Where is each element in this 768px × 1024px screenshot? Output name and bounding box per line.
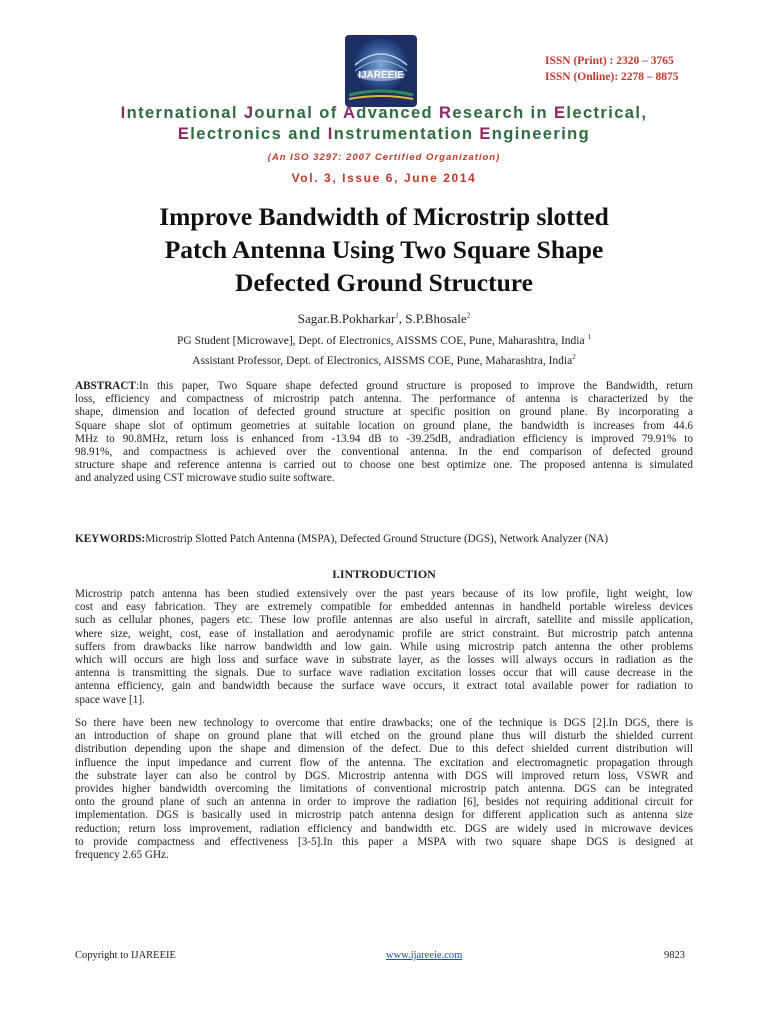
page-number: 9823	[664, 950, 685, 961]
abstract-line: 98.91%, and compactness is achieved over the conventional antenna. In the end comparison of defected ground	[75, 446, 693, 459]
keywords-line	[75, 533, 693, 546]
author-list	[40, 311, 728, 327]
abstract-line: and analyzed using CST microwave studio suite software.	[75, 472, 335, 485]
issn-block	[545, 53, 679, 85]
abstract-line: structure shape and reference antenna is carried out to choose one best optimize one. The proposed antenna is simulated	[75, 459, 693, 472]
paragraph-line: suffers from drawbacks like narrow bandwidth and low gain. While using microstrip patch antenna the other problems	[75, 640, 693, 653]
author-affiliation-mark: 1	[395, 311, 399, 320]
paragraph-line: such as cellular phones, pagers etc. These low profile antennas are also useful in aircraft, satellite and missile application,	[75, 614, 693, 627]
affiliation-text: Assistant Professor, Dept. of Electronics, AISSMS COE, Pune, Maharashtra, India	[192, 355, 573, 367]
abstract-text: :In this paper, Two Square shape defected ground structure is proposed to improve the Bandwidth, return	[135, 380, 693, 392]
paragraph-line: to provide compactness and effectiveness [3-5].In this paper a MSPA with two square shape DGS is designed at	[75, 835, 693, 848]
abstract	[75, 380, 693, 486]
paragraph-line: distribution depending upon the shape and dimension of the defect. Due to this defect shielded current distribution will	[75, 743, 693, 756]
volume-issue: Vol. 3, Issue 6, June 2014	[291, 171, 477, 185]
paragraph-line: Microstrip patch antenna has been studied extensively over the past years because of its low profile, light weight, low	[75, 588, 693, 600]
paragraph-line: where size, weight, cost, ease of installation and aerodynamic profile are strict constraint. But microstrip patch antenna	[75, 627, 693, 640]
affiliation	[40, 355, 728, 367]
paragraph-line: influence the input impedance and current flow of the antenna. The excitation and electromagnetic propagation through	[75, 756, 693, 769]
keywords	[75, 533, 693, 546]
issn-print: ISSN (Print) : 2320 – 3765	[545, 55, 674, 67]
abstract-line	[75, 380, 693, 393]
journal-title-line1: International Journal of Advanced Research in Electrical,	[120, 104, 648, 122]
author-affiliation-mark: 2	[466, 311, 471, 320]
issn-online: ISSN (Online): 2278 – 8875	[545, 71, 679, 83]
paragraph-line: cost and easy fabrication. They are extremely compatible for embedded antennas in handheld portable wireless devices	[75, 601, 693, 614]
author-name: S.P.Bhosale	[405, 311, 467, 326]
journal-title	[40, 103, 728, 145]
journal-title-line2: Electronics and Instrumentation Engineering	[177, 125, 591, 143]
svg-text:IJAREEIE: IJAREEIE	[358, 70, 404, 81]
certification-note: (An ISO 3297: 2007 Certified Organization)	[267, 152, 501, 163]
footer-website-link[interactable]: www.ijareeie.com	[386, 950, 463, 961]
paragraph-line: onto the ground plane of such an antenna in order to improve the radiation [6], besides not requiring additional circuit for	[75, 796, 693, 809]
paragraph-line: antenna efficiency, gain and bandwidth because the surface wave occurs, it extract total available power for radiation to	[75, 680, 693, 693]
section-heading: I.INTRODUCTION	[332, 567, 436, 581]
affiliation-text: PG Student [Microwave], Dept. of Electronics, AISSMS COE, Pune, Maharashtra, India	[177, 335, 588, 347]
keywords-text: Microstrip Slotted Patch Antenna (MSPA), Defected Ground Structure (DGS), Network Analyzer (NA)	[145, 533, 609, 545]
affiliation	[40, 335, 728, 347]
paper-title-line: Improve Bandwidth of Microstrip slotted	[159, 202, 609, 231]
abstract-label: ABSTRACT	[75, 380, 136, 392]
paragraph-line: space wave [1].	[75, 693, 145, 706]
paragraph-line: an introduction of shape on ground plane that will etched on the ground plane thus will disturb the shielded current	[75, 730, 693, 743]
author-separator: ,	[398, 311, 406, 326]
keywords-label: KEYWORDS:	[75, 533, 146, 545]
affiliation-mark: 2	[572, 353, 576, 362]
paper-title	[60, 200, 708, 299]
abstract-line: Square shape slot of optimum geometries at suitable location on ground plane, the bandwidth is increases from 44.6	[75, 419, 693, 432]
paragraph-line: the substrate layer can also be control by DGS. Microstrip antenna with DGS will improved return loss, VSWR and	[75, 769, 693, 782]
paragraph-line: frequency 2.65 GHz.	[75, 849, 169, 862]
abstract-line: loss, efficiency and compactness of microstrip patch antenna. The performance of antenna is characterized by the	[75, 393, 693, 406]
paragraph-line: provides higher bandwidth overcoming the limitations of conventional microstrip patch antenna. DGS can be integrated	[75, 783, 693, 796]
paragraph-line: reduction; return loss improvement, radiation efficiency and bandwidth etc. DGS are widely used in microwave devices	[75, 822, 693, 835]
journal-logo	[345, 35, 417, 107]
abstract-line: MHz to 90.8MHz, return loss is enhanced from -13.94 dB to -39.25dB, andradiation efficiency is improved 79.91% to	[75, 432, 693, 445]
footer-copyright: Copyright to IJAREEIE	[75, 950, 176, 961]
abstract-line: shape, dimension and location of defected ground structure at specific position on ground plane. By incorporating a	[75, 406, 693, 419]
paragraph-line: So there have been new technology to overcome that entire drawbacks; one of the technique is DGS [2].In DGS, there is	[75, 717, 693, 729]
intro-paragraph	[75, 588, 693, 707]
paragraph-line: antenna is transmitting the signals. Due to surface wave radiation excitation losses occur that will cause decrease in the	[75, 667, 693, 680]
paper-title-line: Defected Ground Structure	[235, 268, 533, 297]
affiliation-mark: 1	[587, 333, 591, 342]
intro-paragraph	[75, 717, 693, 862]
paper-title-line: Patch Antenna Using Two Square Shape	[164, 235, 604, 264]
paragraph-line: implementation. DGS is basically used in microstrip patch antenna design for different application such as antenna size	[75, 809, 693, 822]
author-name: Sagar.B.Pokharkar	[297, 311, 396, 326]
paragraph-line: which will occurs are high loss and surface wave in substrate layer, as the losses will always occurs in radiation as the	[75, 654, 693, 667]
